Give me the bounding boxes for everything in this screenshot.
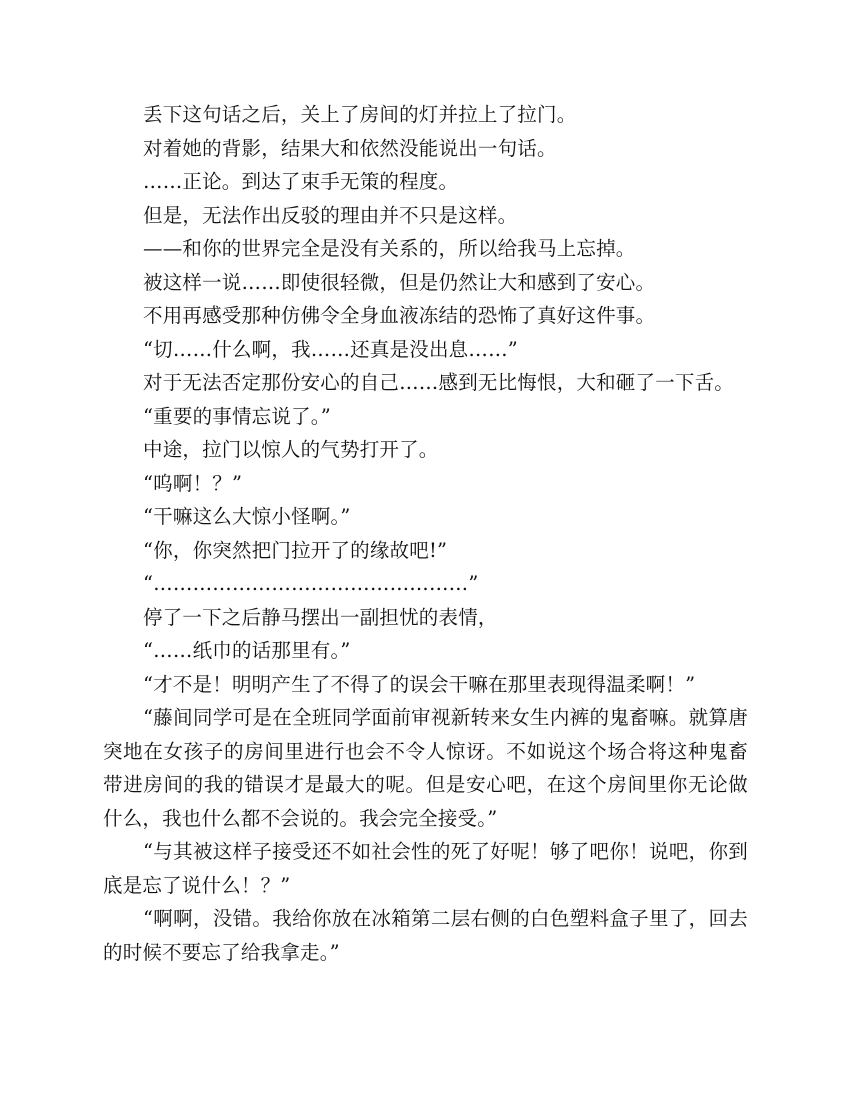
paragraph: “藤间同学可是在全班同学面前审视新转来女生内裤的鬼畜嘛。就算唐突地在女孩子的房间里进行也会不令人惊讶。不如说这个场合将这种鬼畜带进房间的我的错误才是最大的呢。但是安心吧，在这个房间里你无论做什么，我也什么都不会说的。我会完全接受。”	[103, 706, 748, 830]
paragraph: 中途，拉门以惊人的气势打开了。	[143, 438, 439, 461]
paragraph: 不用再感受那种仿佛令全身血液冻结的恐怖了真好这件事。	[143, 304, 656, 327]
paragraph: 丢下这句话之后，关上了房间的灯并拉上了拉门。	[143, 103, 577, 126]
paragraph: “重要的事情忘说了。”	[143, 404, 331, 428]
paragraph: “你，你突然把门拉开了的缘故吧!”	[143, 538, 448, 562]
paragraph: “才不是！明明产生了不得了的误会干嘛在那里表现得温柔啊！”	[143, 672, 696, 696]
paragraph: “切……什么啊，我……还真是没出息……”	[143, 337, 518, 361]
paragraph: 对于无法否定那份安心的自己……感到无比悔恨，大和砸了一下舌。	[143, 371, 735, 394]
paragraph: 停了一下之后静马摆出一副担忧的表情，	[143, 605, 498, 629]
paragraph: “……纸巾的话那里有。”	[143, 639, 351, 662]
paragraph: ……正论。到达了束手无策的程度。	[143, 170, 459, 193]
paragraph: “呜啊！？”	[143, 471, 243, 495]
paragraph: “与其被这样子接受还不如社会性的死了好呢！够了吧你！说吧，你到底是忘了说什么！？”	[103, 840, 748, 897]
paragraph: “啊啊，没错。我给你放在冰箱第二层右侧的白色塑料盒子里了，回去的时候不要忘了给我拿走。”	[103, 907, 748, 964]
paragraph: 对着她的背影，结果大和依然没能说出一句话。	[143, 136, 557, 160]
paragraph: 但是，无法作出反驳的理由并不只是这样。	[143, 203, 518, 227]
paragraph: ——和你的世界完全是没有关系的，所以给我马上忘掉。	[143, 237, 636, 260]
paragraph: 被这样一说……即使很轻微，但是仍然让大和感到了安心。	[143, 270, 656, 294]
document-page	[103, 98, 748, 969]
paragraph: “…………………………………………”	[143, 572, 479, 595]
paragraph: “干嘛这么大惊小怪啊。”	[143, 505, 351, 528]
